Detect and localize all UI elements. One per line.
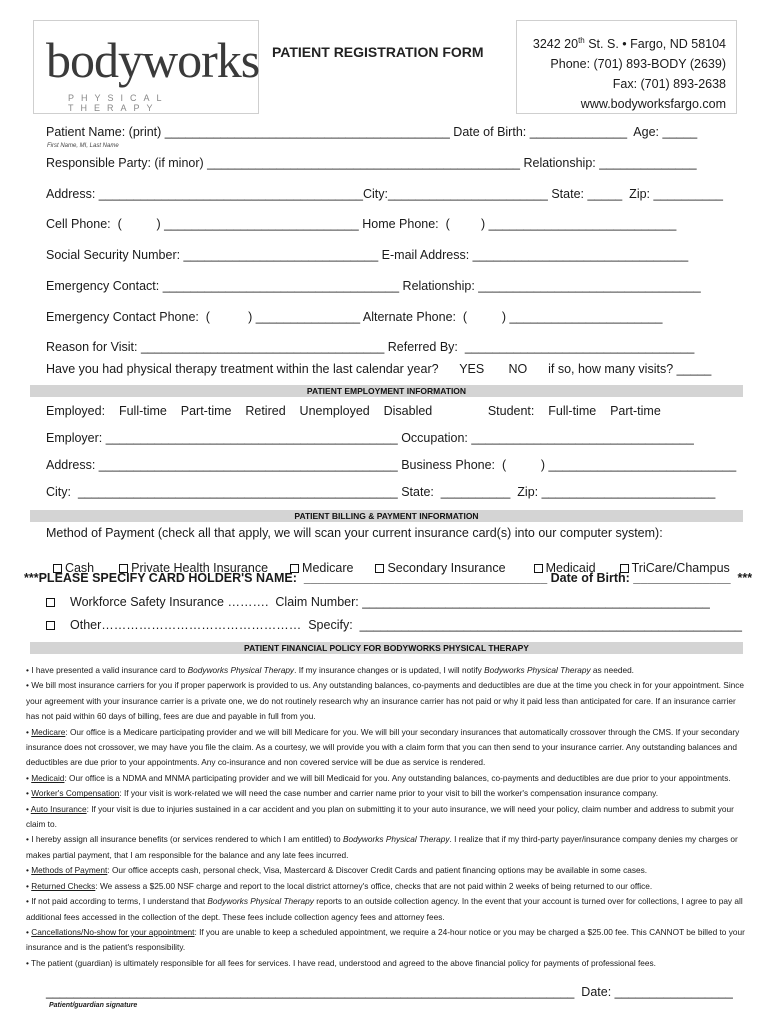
street-address: 3242 20th St. S. • Fargo, ND 58104 bbox=[532, 35, 726, 51]
checkbox-icon[interactable] bbox=[46, 598, 55, 607]
website: www.bodyworksfargo.com bbox=[580, 97, 726, 111]
fax-number: Fax: (701) 893-2638 bbox=[612, 77, 726, 91]
logo bbox=[33, 20, 259, 114]
form-title: PATIENT REGISTRATION FORM bbox=[272, 44, 484, 60]
signature-label: Patient/guardian signature bbox=[49, 1002, 138, 1009]
policy-item: • I hereby assign all insurance benefits (or services rendered to which I am entitled) to Bodyworks Physical Therapy. I realize that if my third-party payer/insurance company denies my charges or makes partial payment, that I am responsible for the balance and any late fees incurred. bbox=[26, 834, 738, 860]
prior-pt-question[interactable]: Have you had physical therapy treatment within the last calendar year? YES NO if so, how many visits? _____ bbox=[46, 362, 712, 376]
option-private-insurance[interactable]: Private Health Insurance bbox=[119, 561, 268, 575]
reason-visit-field[interactable]: Reason for Visit: ___________________________________ Referred By: _________________________________ bbox=[46, 340, 695, 354]
ssn-email-field[interactable]: Social Security Number: ____________________________ E-mail Address: _______________________________ bbox=[46, 248, 689, 262]
financial-policy-text bbox=[26, 663, 750, 971]
billing-section-header: PATIENT BILLING & PAYMENT INFORMATION bbox=[30, 510, 743, 522]
address-field[interactable]: Address: ______________________________________City:_______________________ State: _____ Zip: __________ bbox=[46, 187, 724, 201]
other-option[interactable]: Other………………………………………… Specify: _______________________________________________________ bbox=[46, 618, 742, 632]
payment-method-text: Method of Payment (check all that apply, we will scan your current insurance card(s) into our computer system): bbox=[46, 526, 663, 540]
employment-section-header: PATIENT EMPLOYMENT INFORMATION bbox=[30, 385, 743, 397]
policy-item: • Worker's Compensation: If your visit is work-related we will need the case number and carrier name prior to your visit to bill the worker's compensation insurance company. bbox=[26, 788, 658, 799]
policy-item: • Medicare: Our office is a Medicare participating provider and we will bill Medicare for you. We will bill your secondary insurances that automatically crossover through the CMS. If your secondary insurance does not crossover, we may have you file the claim. As a courtesy, we will provide you with a claim form that you can then send to your insurance carrier. Any outstanding balances and deductibles are due prior to your appointments. Any co-insurance and non covered service will be due as service is rendered. bbox=[26, 726, 740, 768]
signature-line[interactable]: ____________________________________________________________________________ Date: _________________ bbox=[46, 985, 733, 999]
option-medicaid[interactable]: Medicaid bbox=[534, 561, 596, 575]
policy-item: • Methods of Payment: Our office accepts cash, personal check, Visa, Mastercard & Discover Credit Cards and patient financing options may be available in some cases. bbox=[26, 865, 648, 876]
employment-status[interactable]: Employed: Full-time Part-time Retired Unemployed Disabled Student: Full-time Part-time bbox=[46, 404, 661, 418]
patient-name-field[interactable]: Patient Name: (print) _________________________________________ Date of Birth: ______________ Age: _____ bbox=[46, 125, 698, 139]
policy-item: • Cancellations/No-show for your appointment: If you are unable to keep a scheduled appointment, we require a 24-hour notice or you may be charged a $25.00 fee. This CANNOT be billed to your insurance and is the patient's responsibility. bbox=[26, 926, 745, 953]
policy-item: • We bill most insurance carriers for you if proper paperwork is provided to us. Any outstanding balances, co-payments and deductibles are due at the time you check in for your appointment. Since your agreement with your insurance carrier is a private one, we do not routinely research why an insurance carrier has not paid or why it paid less than anticipated for care. If an insurance carrier has not paid within 60 days of billing, fees are due and payable in full from you. bbox=[26, 680, 745, 722]
phone-number: Phone: (701) 893-BODY (2639) bbox=[550, 57, 726, 71]
phone-fields[interactable]: Cell Phone: ( ) ____________________________ Home Phone: ( ) ___________________________ bbox=[46, 217, 677, 231]
option-cash[interactable]: Cash bbox=[53, 561, 94, 575]
clinic-address-block bbox=[516, 20, 737, 114]
policy-item: • I have presented a valid insurance card to Bodyworks Physical Therapy. If my insurance changes or is updated, I will notify Bodyworks Physical Therapy as needed. bbox=[26, 665, 634, 675]
logo-wordmark: bodyworks bbox=[46, 32, 260, 88]
policy-item: • Auto Insurance: If your visit is due to injuries sustained in a car accident and you plan on submitting it to your auto insurance, we will need your policy, claim number and address to submit your claim to. bbox=[26, 803, 734, 830]
card-holder-field[interactable]: ***PLEASE SPECIFY CARD HOLDER'S NAME: ___________________________________ Date of Birth: ______________ *** bbox=[24, 571, 753, 585]
policy-item: • Returned Checks: We assess a $25.00 NSF charge and report to the local district attorney's office, checks that are not paid within 2 weeks of being returned to our office. bbox=[26, 880, 653, 891]
name-hint: First Name, MI, Last Name bbox=[47, 143, 119, 149]
checkbox-icon[interactable] bbox=[46, 621, 55, 630]
logo-subtitle: PHYSICAL THERAPY bbox=[68, 93, 169, 113]
emergency-phone-field[interactable]: Emergency Contact Phone: ( ) _______________ Alternate Phone: ( ) ______________________ bbox=[46, 310, 663, 324]
workforce-safety-option[interactable]: Workforce Safety Insurance ………. Claim Number: __________________________________________________ bbox=[46, 595, 710, 609]
policy-item: • Medicaid: Our office is a NDMA and MNMA participating provider and we will bill Medicaid for you. Any outstanding balances, co-payments and deductibles are due prior to your appointments. bbox=[26, 772, 731, 783]
policy-section-header: PATIENT FINANCIAL POLICY FOR BODYWORKS PHYSICAL THERAPY bbox=[30, 642, 743, 654]
responsible-party-field[interactable]: Responsible Party: (if minor) _____________________________________________ Relationship: ______________ bbox=[46, 156, 697, 170]
option-secondary-insurance[interactable]: Secondary Insurance bbox=[375, 561, 505, 575]
employer-city-field[interactable]: City: ______________________________________________ State: __________ Zip: _________________________ bbox=[46, 485, 716, 499]
policy-item: • The patient (guardian) is ultimately responsible for all fees for services. I have read, understood and agreed to the above financial policy for payments of professional fees. bbox=[26, 957, 656, 968]
policy-item: • If not paid according to terms, I understand that Bodyworks Physical Therapy reports to an outside collection agency. In the event that your account is turned over for collections, I agree to pay all additional fees accessed in the collection of the dept. These fees include collection agency fees and attorney fees. bbox=[26, 896, 743, 922]
employer-address-field[interactable]: Address: ___________________________________________ Business Phone: ( ) ___________________________ bbox=[46, 458, 737, 472]
employer-field[interactable]: Employer: __________________________________________ Occupation: ________________________________ bbox=[46, 431, 694, 445]
option-medicare[interactable]: Medicare bbox=[290, 561, 353, 575]
emergency-contact-field[interactable]: Emergency Contact: __________________________________ Relationship: ________________________________ bbox=[46, 279, 701, 293]
option-tricare[interactable]: TriCare/Champus bbox=[620, 561, 730, 575]
